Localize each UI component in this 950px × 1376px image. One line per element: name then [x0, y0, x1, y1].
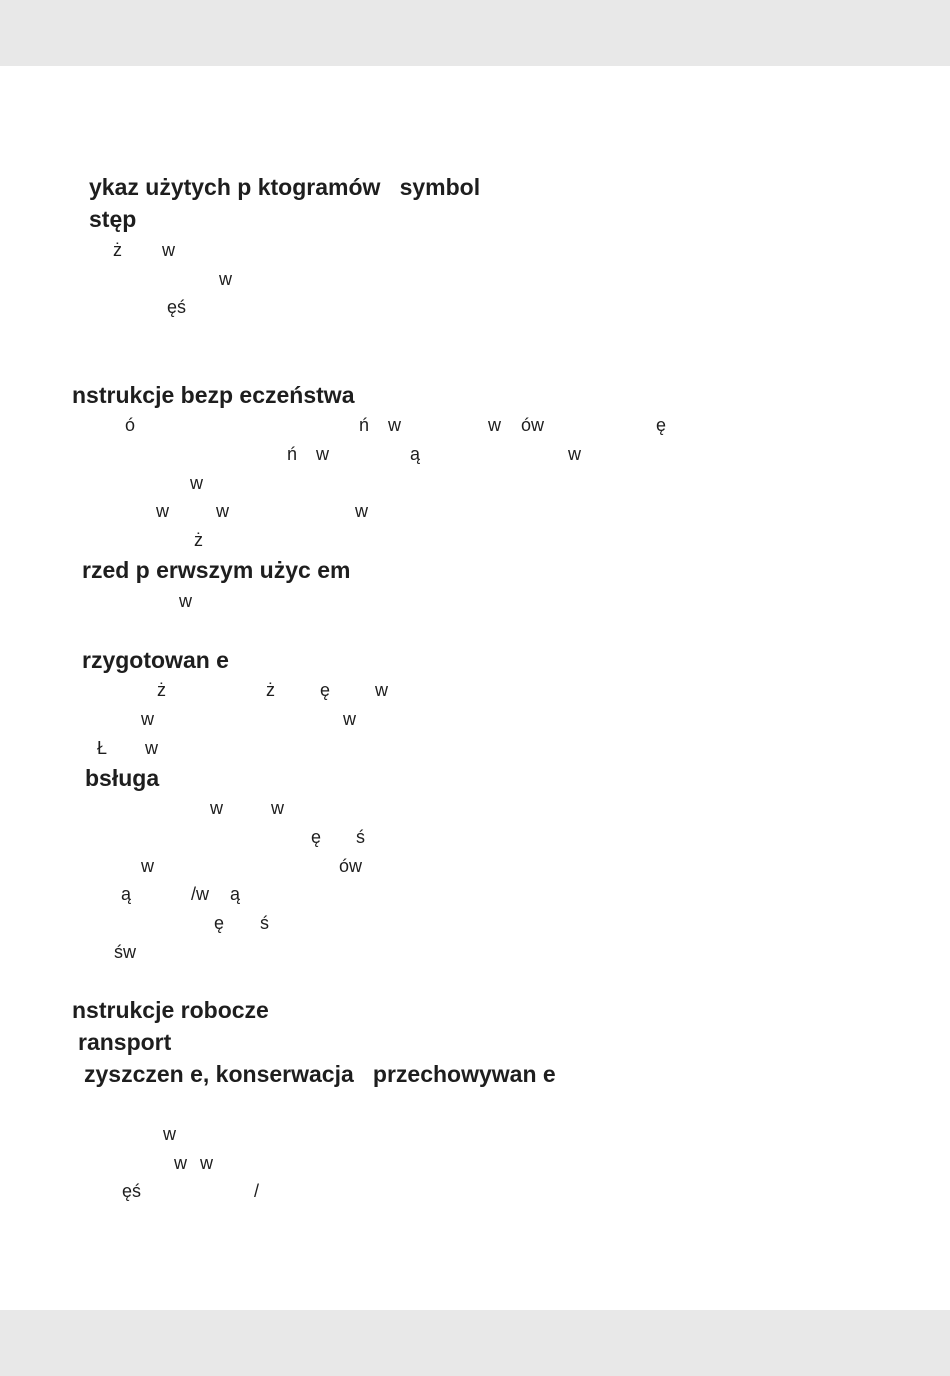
heading-safety: nstrukcje bezp eczeństwa [72, 382, 355, 408]
text-fragment: ż [266, 680, 275, 700]
text-fragment: ż [157, 680, 166, 700]
text-fragment: w [156, 501, 169, 521]
text-fragment: ó [125, 415, 136, 435]
text-fragment: w [568, 444, 581, 464]
text-fragment: w [141, 709, 154, 729]
text-fragment: w [174, 1153, 187, 1173]
text-fragment: ą [121, 884, 132, 904]
text-fragment: w [163, 1124, 176, 1144]
heading-work-instructions: nstrukcje robocze [72, 997, 269, 1023]
text-fragment: w [162, 240, 175, 260]
text-fragment: ę [320, 680, 331, 700]
text-fragment: /w [191, 884, 209, 904]
text-fragment: ą [230, 884, 241, 904]
text-fragment: w [343, 709, 356, 729]
text-fragment: w [210, 798, 223, 818]
text-fragment: w [141, 856, 154, 876]
text-fragment: w [388, 415, 401, 435]
text-fragment: ów [521, 415, 545, 435]
text-fragment: w [200, 1153, 213, 1173]
heading-pictograms: ykaz użytych p ktogramów symbol [89, 174, 481, 200]
text-fragment: ń [359, 415, 370, 435]
text-fragment: ów [339, 856, 363, 876]
page-header-band [0, 0, 950, 66]
text-fragment: w [355, 501, 368, 521]
text-fragment: ś [356, 827, 365, 847]
text-fragment: ą [410, 444, 421, 464]
text-fragment: w [219, 269, 232, 289]
text-fragment: Ł [97, 738, 108, 758]
text-fragment: ęś [167, 297, 187, 317]
heading-preparation: rzygotowan e [82, 647, 229, 673]
text-fragment: ę [214, 913, 225, 933]
text-fragment: ę [311, 827, 322, 847]
heading-operation: bsługa [85, 765, 160, 791]
text-fragment: ń [287, 444, 298, 464]
page-footer-band [0, 1310, 950, 1376]
text-fragment: w [190, 473, 203, 493]
text-fragment: św [114, 942, 136, 962]
text-fragment: ż [194, 530, 203, 550]
text-fragment: ęś [122, 1181, 142, 1201]
text-fragment: ę [656, 415, 667, 435]
text-fragment: / [254, 1181, 260, 1201]
heading-cleaning-storage: zyszczen e, konserwacja przechowywan e [84, 1061, 556, 1087]
text-fragment: w [179, 591, 192, 611]
text-fragment: w [316, 444, 329, 464]
text-fragment: ż [113, 240, 122, 260]
text-fragment: w [271, 798, 284, 818]
heading-before-first-use: rzed p erwszym użyc em [82, 557, 351, 583]
text-fragment: w [145, 738, 158, 758]
heading-transport: ransport [78, 1029, 172, 1055]
text-fragment: w [375, 680, 388, 700]
text-fragment: w [216, 501, 229, 521]
text-fragment: w [488, 415, 501, 435]
heading-introduction: stęp [89, 206, 137, 232]
text-fragment: ś [260, 913, 269, 933]
